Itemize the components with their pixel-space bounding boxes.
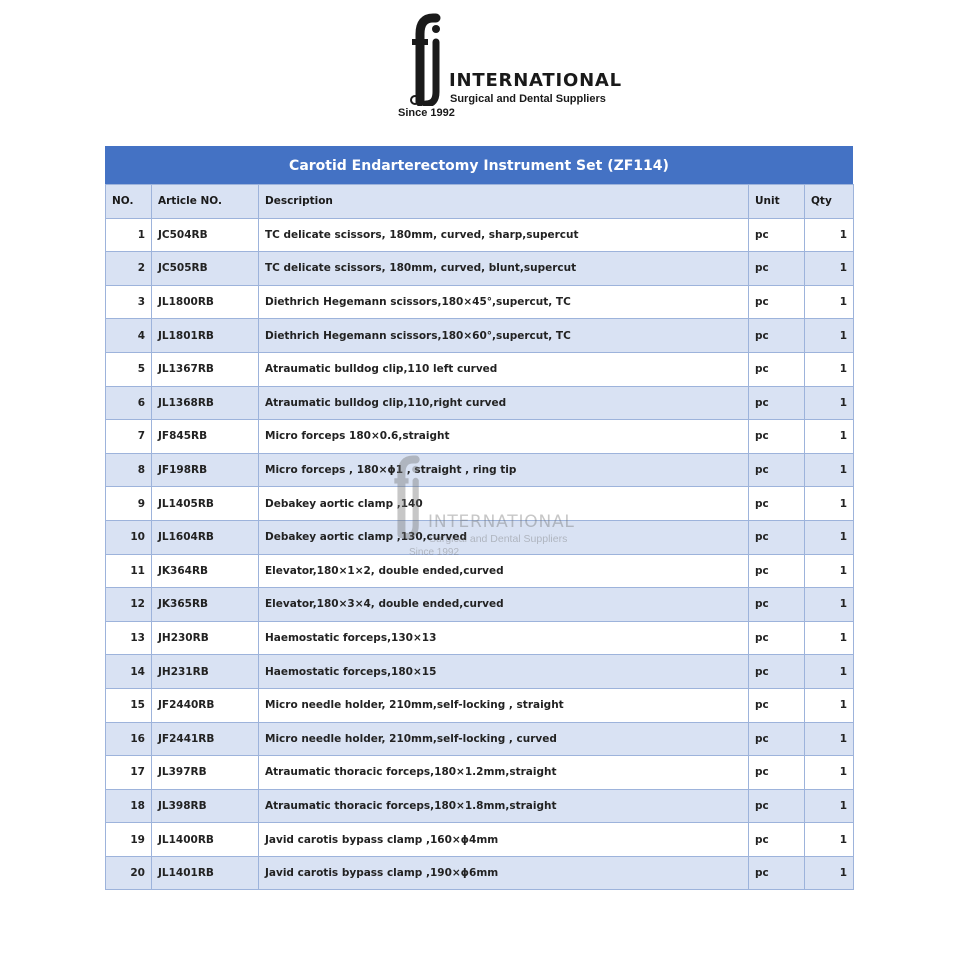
- cell-no: 3: [106, 285, 152, 319]
- cell-no: 6: [106, 386, 152, 420]
- company-name: INTERNATIONAL: [449, 70, 622, 91]
- cell-description: TC delicate scissors, 180mm, curved, sharp,supercut: [259, 218, 749, 252]
- cell-no: 5: [106, 352, 152, 386]
- cell-description: Atraumatic thoracic forceps,180×1.8mm,straight: [259, 789, 749, 823]
- table-title: Carotid Endarterectomy Instrument Set (ZF114): [105, 146, 853, 184]
- cell-unit: pc: [749, 722, 805, 756]
- cell-unit: pc: [749, 319, 805, 353]
- cell-qty: 1: [805, 588, 854, 622]
- column-header-description: Description: [259, 185, 749, 219]
- fi-logo-icon: [406, 12, 442, 106]
- cell-unit: pc: [749, 285, 805, 319]
- cell-article: JL1604RB: [152, 520, 259, 554]
- table-row: [106, 688, 854, 722]
- cell-article: JL398RB: [152, 789, 259, 823]
- cell-description: Atraumatic thoracic forceps,180×1.2mm,straight: [259, 756, 749, 790]
- cell-unit: pc: [749, 420, 805, 454]
- cell-qty: 1: [805, 386, 854, 420]
- column-header-unit: Unit: [749, 185, 805, 219]
- table-body: [106, 218, 854, 890]
- cell-unit: pc: [749, 218, 805, 252]
- cell-description: Elevator,180×1×2, double ended,curved: [259, 554, 749, 588]
- column-header-article: Article NO.: [152, 185, 259, 219]
- cell-unit: pc: [749, 756, 805, 790]
- cell-no: 14: [106, 655, 152, 689]
- column-header-qty: Qty: [805, 185, 854, 219]
- cell-unit: pc: [749, 252, 805, 286]
- table-row: [106, 588, 854, 622]
- cell-description: Micro needle holder, 210mm,self-locking , curved: [259, 722, 749, 756]
- cell-no: 13: [106, 621, 152, 655]
- company-tagline: Surgical and Dental Suppliers: [450, 93, 606, 105]
- cell-description: Javid carotis bypass clamp ,160×ɸ4mm: [259, 823, 749, 857]
- cell-qty: 1: [805, 688, 854, 722]
- company-since: Since 1992: [398, 107, 455, 119]
- table-row: [106, 218, 854, 252]
- cell-article: JK364RB: [152, 554, 259, 588]
- cell-description: Atraumatic bulldog clip,110,right curved: [259, 386, 749, 420]
- cell-no: 12: [106, 588, 152, 622]
- cell-article: JL1401RB: [152, 856, 259, 890]
- watermark-since: Since 1992: [409, 547, 460, 558]
- table-row: [106, 789, 854, 823]
- cell-article: JF845RB: [152, 420, 259, 454]
- cell-unit: pc: [749, 789, 805, 823]
- instrument-table: [105, 184, 854, 890]
- cell-no: 19: [106, 823, 152, 857]
- cell-description: Debakey aortic clamp ,130,curved: [259, 520, 749, 554]
- table-row: [106, 856, 854, 890]
- cell-qty: 1: [805, 252, 854, 286]
- cell-unit: pc: [749, 588, 805, 622]
- cell-description: Diethrich Hegemann scissors,180×60°,supercut, TC: [259, 319, 749, 353]
- cell-article: JF198RB: [152, 453, 259, 487]
- cell-article: JK365RB: [152, 588, 259, 622]
- table-header-row: [106, 185, 854, 219]
- table-row: [106, 722, 854, 756]
- table-row: [106, 621, 854, 655]
- cell-article: JL397RB: [152, 756, 259, 790]
- cell-description: TC delicate scissors, 180mm, curved, blunt,supercut: [259, 252, 749, 286]
- table-row: [106, 252, 854, 286]
- cell-unit: pc: [749, 621, 805, 655]
- table-row: [106, 554, 854, 588]
- cell-qty: 1: [805, 420, 854, 454]
- table-row: [106, 420, 854, 454]
- cell-no: 4: [106, 319, 152, 353]
- cell-article: JL1801RB: [152, 319, 259, 353]
- cell-qty: 1: [805, 621, 854, 655]
- watermark-tagline: Surgical and Dental Suppliers: [429, 533, 568, 545]
- cell-qty: 1: [805, 655, 854, 689]
- table-row: [106, 823, 854, 857]
- cell-article: JF2440RB: [152, 688, 259, 722]
- cell-unit: pc: [749, 688, 805, 722]
- table-row: [106, 319, 854, 353]
- cell-no: 18: [106, 789, 152, 823]
- cell-qty: 1: [805, 554, 854, 588]
- cell-article: JH230RB: [152, 621, 259, 655]
- cell-unit: pc: [749, 352, 805, 386]
- cell-description: Haemostatic forceps,180×15: [259, 655, 749, 689]
- instrument-table-container: [105, 146, 853, 890]
- cell-no: 2: [106, 252, 152, 286]
- table-row: [106, 756, 854, 790]
- cell-qty: 1: [805, 789, 854, 823]
- cell-qty: 1: [805, 823, 854, 857]
- cell-no: 10: [106, 520, 152, 554]
- cell-description: Micro needle holder, 210mm,self-locking , straight: [259, 688, 749, 722]
- table-row: [106, 655, 854, 689]
- table-row: [106, 386, 854, 420]
- cell-qty: 1: [805, 352, 854, 386]
- cell-unit: pc: [749, 520, 805, 554]
- cell-qty: 1: [805, 218, 854, 252]
- cell-article: JC505RB: [152, 252, 259, 286]
- cell-qty: 1: [805, 520, 854, 554]
- cell-article: JF2441RB: [152, 722, 259, 756]
- cell-description: Micro forceps , 180×ɸ1 , straight , ring tip: [259, 453, 749, 487]
- cell-qty: 1: [805, 319, 854, 353]
- cell-no: 7: [106, 420, 152, 454]
- cell-article: JH231RB: [152, 655, 259, 689]
- cell-description: Diethrich Hegemann scissors,180×45°,supercut, TC: [259, 285, 749, 319]
- cell-unit: pc: [749, 823, 805, 857]
- cell-no: 15: [106, 688, 152, 722]
- cell-unit: pc: [749, 386, 805, 420]
- cell-no: 20: [106, 856, 152, 890]
- cell-unit: pc: [749, 453, 805, 487]
- cell-unit: pc: [749, 655, 805, 689]
- cell-qty: 1: [805, 756, 854, 790]
- cell-unit: pc: [749, 856, 805, 890]
- cell-no: 17: [106, 756, 152, 790]
- company-logo: [398, 12, 622, 122]
- column-header-no: NO.: [106, 185, 152, 219]
- table-row: [106, 285, 854, 319]
- cell-article: JL1400RB: [152, 823, 259, 857]
- cell-article: JC504RB: [152, 218, 259, 252]
- cell-unit: pc: [749, 554, 805, 588]
- cell-qty: 1: [805, 856, 854, 890]
- table-row: [106, 520, 854, 554]
- table-row: [106, 453, 854, 487]
- cell-description: Elevator,180×3×4, double ended,curved: [259, 588, 749, 622]
- cell-article: JL1368RB: [152, 386, 259, 420]
- cell-no: 9: [106, 487, 152, 521]
- cell-article: JL1405RB: [152, 487, 259, 521]
- cell-no: 11: [106, 554, 152, 588]
- cell-qty: 1: [805, 487, 854, 521]
- cell-no: 16: [106, 722, 152, 756]
- cell-description: Debakey aortic clamp ,140: [259, 487, 749, 521]
- cell-description: Haemostatic forceps,130×13: [259, 621, 749, 655]
- cell-qty: 1: [805, 722, 854, 756]
- table-row: [106, 487, 854, 521]
- cell-description: Javid carotis bypass clamp ,190×ɸ6mm: [259, 856, 749, 890]
- cell-no: 1: [106, 218, 152, 252]
- cell-no: 8: [106, 453, 152, 487]
- cell-qty: 1: [805, 285, 854, 319]
- cell-qty: 1: [805, 453, 854, 487]
- watermark-company: INTERNATIONAL: [428, 512, 575, 532]
- cell-description: Atraumatic bulldog clip,110 left curved: [259, 352, 749, 386]
- table-row: [106, 352, 854, 386]
- cell-article: JL1367RB: [152, 352, 259, 386]
- cell-description: Micro forceps 180×0.6,straight: [259, 420, 749, 454]
- cell-article: JL1800RB: [152, 285, 259, 319]
- cell-unit: pc: [749, 487, 805, 521]
